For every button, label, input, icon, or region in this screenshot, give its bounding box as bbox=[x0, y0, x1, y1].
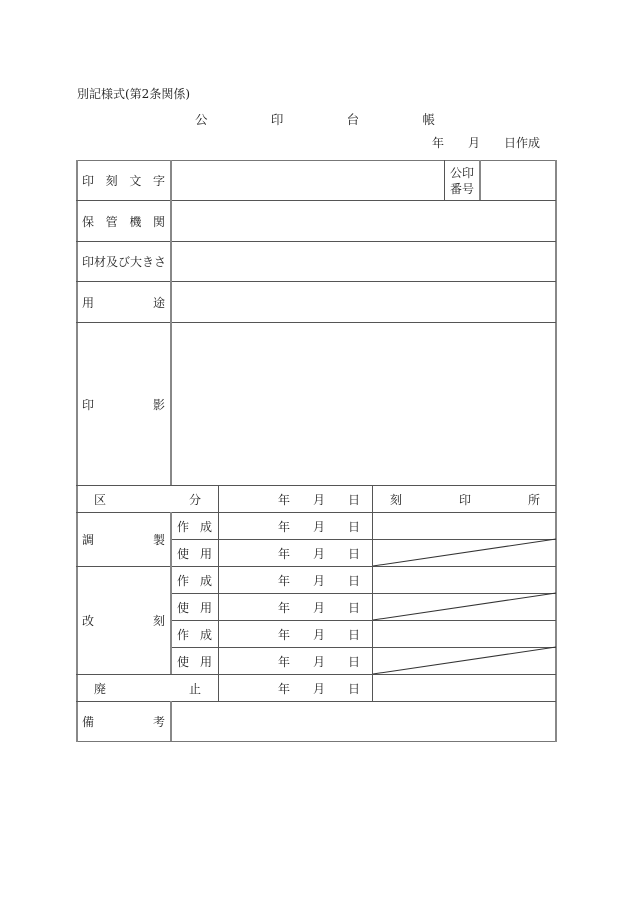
sub-char: 用 bbox=[199, 654, 212, 669]
purpose-field[interactable] bbox=[172, 283, 554, 321]
header-char: 区 bbox=[94, 492, 107, 507]
date-char: 年 bbox=[278, 600, 291, 615]
engraver-field[interactable] bbox=[374, 621, 554, 646]
seal-number-label bbox=[445, 161, 479, 200]
engraver-field[interactable] bbox=[374, 567, 554, 592]
group-char: 改 bbox=[82, 614, 95, 628]
impression-field[interactable] bbox=[172, 324, 554, 484]
remarks-char: 考 bbox=[152, 715, 165, 729]
date-header bbox=[278, 486, 360, 512]
sub-char: 使 bbox=[177, 546, 190, 561]
abolition-date-field[interactable] bbox=[278, 675, 360, 701]
engraved-text-field[interactable] bbox=[172, 162, 443, 199]
header-char: 所 bbox=[527, 492, 540, 507]
header-char: 分 bbox=[188, 492, 201, 507]
table-border-right bbox=[555, 160, 557, 742]
date-created-day: 日作成 bbox=[503, 136, 540, 150]
date-field[interactable] bbox=[278, 621, 360, 647]
date-field[interactable] bbox=[278, 648, 360, 674]
seal-number-label-line1: 公印 bbox=[449, 165, 474, 180]
sub-char: 作 bbox=[177, 627, 190, 642]
impression-label bbox=[82, 323, 165, 485]
page-title bbox=[195, 110, 435, 128]
remarks-field[interactable] bbox=[172, 703, 554, 740]
form-caption: 別記様式(第2条関係) bbox=[77, 87, 190, 101]
sub-label-use bbox=[177, 648, 212, 674]
date-char: 年 bbox=[278, 519, 291, 534]
sub-label-divider bbox=[170, 512, 172, 674]
date-char: 月 bbox=[312, 627, 325, 642]
title-char: 帳 bbox=[422, 112, 435, 127]
date-created-month: 月 bbox=[467, 136, 480, 150]
sub-char: 使 bbox=[177, 654, 190, 669]
label-char: 文 bbox=[129, 173, 142, 188]
title-char: 印 bbox=[270, 112, 284, 127]
label-char: 保 bbox=[82, 214, 95, 229]
material-size-label bbox=[82, 242, 166, 281]
preparation-group-label bbox=[82, 513, 165, 566]
table-border-bottom bbox=[76, 741, 557, 742]
label-char: 用 bbox=[82, 295, 95, 310]
group-char: 調 bbox=[82, 533, 95, 547]
engraver-field-struck bbox=[374, 594, 554, 619]
sub-char: 作 bbox=[177, 519, 190, 534]
header-char: 月 bbox=[312, 492, 325, 507]
label-char: 関 bbox=[152, 214, 165, 229]
remarks-label bbox=[82, 702, 165, 741]
date-column-divider bbox=[218, 485, 219, 701]
header-char: 日 bbox=[347, 492, 360, 507]
date-char: 日 bbox=[347, 546, 360, 561]
purpose-label bbox=[82, 282, 165, 322]
engraver-field-struck bbox=[374, 648, 554, 673]
header-char: 印 bbox=[458, 492, 471, 507]
engraver-field-struck bbox=[374, 540, 554, 565]
sub-char: 用 bbox=[199, 600, 212, 615]
date-char: 日 bbox=[347, 654, 360, 669]
category-header bbox=[94, 486, 201, 512]
label-char: 字 bbox=[152, 173, 165, 188]
table-border-left bbox=[76, 160, 78, 742]
header-char: 刻 bbox=[390, 492, 403, 507]
date-char: 月 bbox=[312, 573, 325, 588]
custodian-label bbox=[82, 201, 165, 241]
date-char: 日 bbox=[347, 519, 360, 534]
date-char: 年 bbox=[278, 654, 291, 669]
date-char: 日 bbox=[347, 627, 360, 642]
sub-label-create bbox=[177, 621, 212, 647]
engraver-column-divider bbox=[372, 485, 373, 701]
date-char: 月 bbox=[312, 681, 325, 696]
header-char: 年 bbox=[278, 492, 291, 507]
date-char: 日 bbox=[347, 573, 360, 588]
custodian-field[interactable] bbox=[172, 202, 554, 240]
engraver-field[interactable] bbox=[374, 513, 554, 538]
date-char: 月 bbox=[312, 600, 325, 615]
re-engraving-group-label bbox=[82, 567, 165, 674]
label-char: 印 bbox=[82, 173, 95, 188]
engraver-header bbox=[390, 486, 540, 512]
title-char: 公 bbox=[195, 112, 208, 127]
group-char: 刻 bbox=[152, 614, 165, 628]
label-text: 印材及び大きさ bbox=[82, 255, 167, 269]
sub-char: 成 bbox=[199, 627, 212, 642]
date-char: 年 bbox=[278, 681, 291, 696]
title-char: 台 bbox=[346, 112, 360, 127]
date-char: 月 bbox=[312, 519, 325, 534]
label-char: 管 bbox=[105, 214, 118, 229]
seal-number-label-line2: 番号 bbox=[449, 181, 474, 196]
sub-char: 成 bbox=[199, 573, 212, 588]
abolition-engraver-field[interactable] bbox=[374, 675, 554, 700]
sub-char: 作 bbox=[177, 573, 190, 588]
label-char: 途 bbox=[152, 295, 165, 310]
date-char: 日 bbox=[347, 681, 360, 696]
engraved-text-label bbox=[82, 160, 165, 200]
date-created-year: 年 bbox=[432, 136, 445, 150]
sub-char: 使 bbox=[177, 600, 190, 615]
sub-label-create bbox=[177, 513, 212, 539]
sub-char: 成 bbox=[199, 519, 212, 534]
group-char: 製 bbox=[152, 533, 165, 547]
seal-number-field[interactable] bbox=[481, 162, 554, 199]
date-char: 年 bbox=[278, 573, 291, 588]
sub-label-use bbox=[177, 540, 212, 566]
date-char: 月 bbox=[312, 654, 325, 669]
label-char: 印 bbox=[82, 397, 95, 412]
date-field[interactable] bbox=[278, 567, 360, 593]
date-char: 月 bbox=[312, 546, 325, 561]
sub-label-use bbox=[177, 594, 212, 620]
abolition-char: 廃 bbox=[94, 681, 107, 696]
label-char: 影 bbox=[152, 397, 165, 412]
date-field[interactable] bbox=[278, 540, 360, 566]
sub-label-create bbox=[177, 567, 212, 593]
material-size-field[interactable] bbox=[172, 243, 554, 280]
sub-char: 用 bbox=[199, 546, 212, 561]
date-field[interactable] bbox=[278, 513, 360, 539]
label-char: 機 bbox=[129, 214, 142, 229]
date-char: 年 bbox=[278, 627, 291, 642]
remarks-char: 備 bbox=[82, 715, 95, 729]
label-char: 刻 bbox=[105, 173, 118, 188]
abolition-char: 止 bbox=[188, 681, 201, 696]
date-char: 年 bbox=[278, 546, 291, 561]
date-created bbox=[432, 134, 540, 151]
date-char: 日 bbox=[347, 600, 360, 615]
date-field[interactable] bbox=[278, 594, 360, 620]
abolition-label bbox=[94, 675, 201, 701]
